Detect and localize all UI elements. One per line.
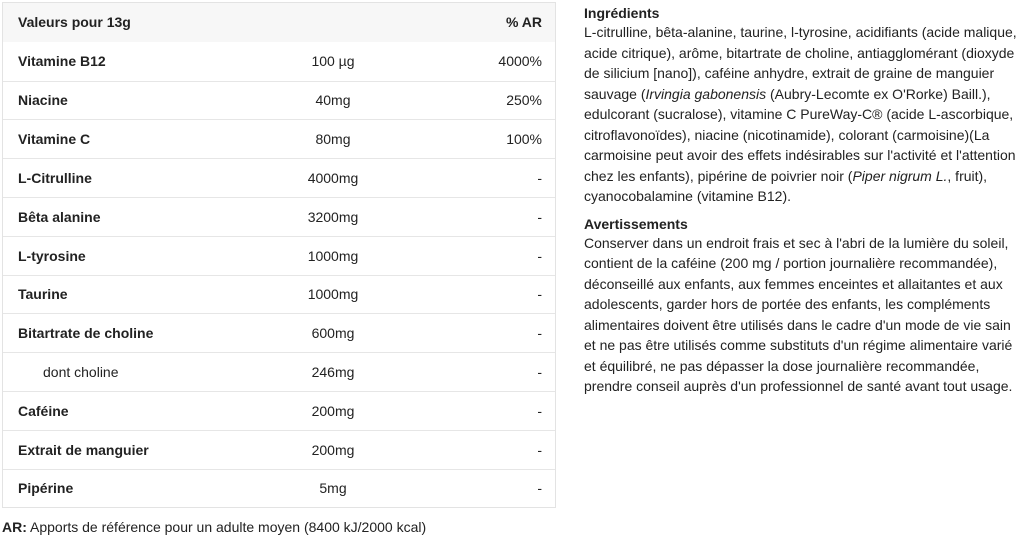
row-value: 5mg [319,480,347,497]
warnings-title: Avertissements [584,215,688,232]
row-name: Bitartrate de choline [18,325,154,342]
row-value: 200mg [311,402,355,419]
table-row [3,352,555,391]
row-value: 3200mg [307,208,359,225]
row-ar: - [537,208,542,225]
row-name: Niacine [18,92,68,109]
row-ar: - [537,286,542,303]
table-row [3,275,555,314]
table-row [3,119,555,158]
table-row [3,158,555,197]
ingredients-text [584,22,1020,207]
table-row [3,430,555,469]
table-row [3,42,555,81]
row-name: Vitamine C [18,131,91,148]
table-row [3,391,555,430]
table-row [3,236,555,275]
row-ar: 250% [506,92,542,109]
footnote-label: AR: [2,519,27,535]
warnings-section [584,215,1020,397]
ingredients-section [584,4,1020,207]
row-ar: - [537,441,542,458]
row-name: dont choline [43,364,119,381]
row-ar: - [537,480,542,497]
header-name: Valeurs pour 13g [18,14,131,31]
row-value: 80mg [315,131,351,148]
row-value: 246mg [311,364,355,381]
row-value: 200mg [311,441,355,458]
row-value: 1000mg [307,247,359,264]
row-value: 600mg [311,325,355,342]
row-ar: - [537,247,542,264]
row-value: 4000mg [307,170,359,187]
ingredients-part1: L-citrulline, bêta-alanine, taurine, l-tyrosine, acidifiants (acide malique, acide citrique), arôme, bitartrate de choline, antiagglomérant (dioxyde de silicium [nano]), caféine anhydre, extrait de graine de manguier sauvage ( [584,24,1017,102]
row-value: 40mg [315,92,351,109]
ingredients-title: Ingrédients [584,5,660,21]
header-ar: % AR [505,14,542,31]
ingredients-part3: , fruit), cyanocobalamine (vitamine B12). [584,167,988,204]
footnote [2,519,426,535]
footnote-text: Apports de référence pour un adulte moyen (8400 kJ/2000 kcal) [26,519,427,535]
row-name: Caféine [18,402,69,419]
row-ar: - [537,325,542,342]
row-name: Vitamine B12 [18,53,106,70]
row-value: 1000mg [307,286,359,303]
table-header-row [3,3,555,42]
row-ar: - [537,170,542,187]
row-name: Pipérine [18,480,74,497]
row-name: L-tyrosine [18,247,86,264]
nutrition-table [2,2,556,508]
row-name: Taurine [18,286,68,303]
row-ar: - [537,364,542,381]
row-value: 100 µg [311,53,355,70]
row-ar: - [537,402,542,419]
row-ar: 100% [506,131,542,148]
ingredients-part2: (Aubry-Lecomte ex O'Rorke) Baill.), edulcorant (sucralose), vitamine C PureWay-C® (acide L-ascorbique, citroflavonoïdes), niacine (nicotinamide), colorant (carmoisine)(La carmoisine peut avoir des effets indésirables sur l'activité et l'attention chez les enfants), pipérine de poivrier noir ( [584,85,1016,184]
table-row [3,197,555,236]
table-row [3,313,555,352]
row-name: Bêta alanine [18,208,101,225]
row-name: L-Citrulline [18,170,92,187]
row-name: Extrait de manguier [18,441,149,458]
table-row [3,81,555,120]
table-row [3,469,555,508]
warnings-text: Conserver dans un endroit frais et sec à l'abri de la lumière du soleil, contient de la caféine (200 mg / portion journalière recommandée), déconseillé aux enfants, aux femmes enceintes et allaitantes et aux adolescents, garder hors de portée des enfants, les compléments alimentaires doivent être utilisés dans le cadre d'un mode de vie sain et ne pas être utilisés comme substituts d'un régime alimentaire varié et équilibré, ne pas dépasser la dose journalière recommandée, prendre conseil auprès d'un professionnel de santé avant tout usage. [584,234,1013,394]
ingredients-italic2: Piper nigrum L. [852,167,948,184]
info-column [584,4,1020,405]
ingredients-italic1: Irvingia gabonensis [645,85,767,102]
row-ar: 4000% [498,53,542,70]
